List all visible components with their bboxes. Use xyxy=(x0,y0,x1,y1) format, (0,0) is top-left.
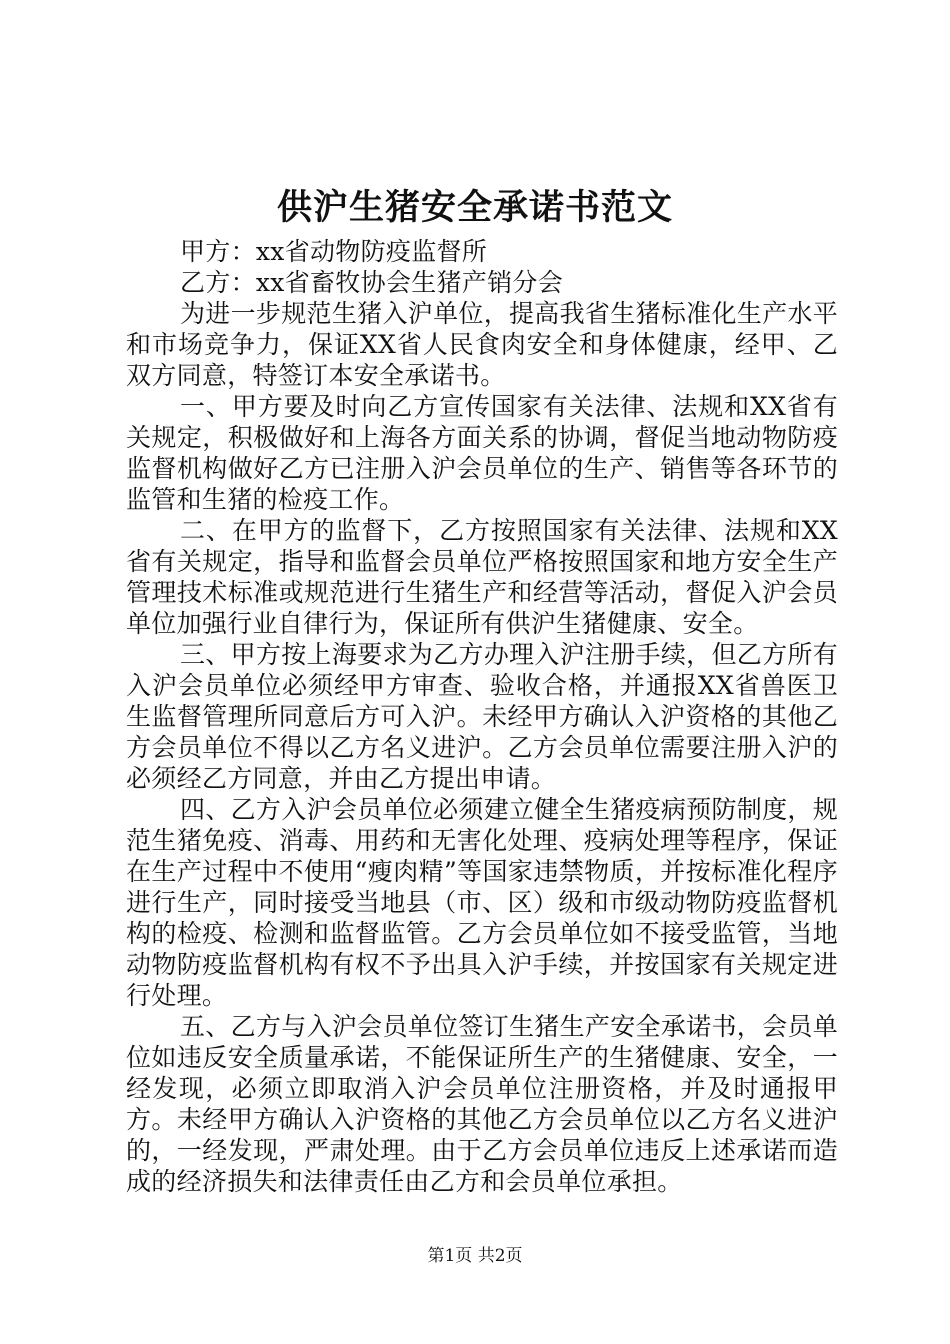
party-b-line: 乙方：xx省畜牧协会生猪产销分会 xyxy=(180,268,563,297)
party-a-line: 甲方：xx省动物防疫监督所 xyxy=(180,237,488,266)
document-title: 供沪生猪安全承诺书范文 xyxy=(276,187,673,228)
clause-5-paragraph: 五、乙方与入沪会员单位签订生猪生产安全承诺书，会员单位如违反安全质量承诺，不能保证所生产的生猪健康、安全，一经发现，必须立即取消入沪会员单位注册资格，并及时通报甲方。未经甲方确认入沪资格的其他乙方会员单位以乙方名义进沪的，一经发现，严肃处理。由于乙方会员单位违反上述承诺而造成的经济损失和法律责任由乙方和会员单位承担。 xyxy=(126,1012,838,1196)
clause-3-paragraph: 三、甲方按上海要求为乙方办理入沪注册手续，但乙方所有入沪会员单位必须经甲方审查、验收合格，并通报XX省兽医卫生监督管理所同意后方可入沪。未经甲方确认入沪资格的其他乙方会员单位不得以乙方名义进沪。乙方会员单位需要注册入沪的必须经乙方同意，并由乙方提出申请。 xyxy=(126,640,838,793)
clause-2-paragraph: 二、在甲方的监督下，乙方按照国家有关法律、法规和XX省有关规定，指导和监督会员单位严格按照国家和地方安全生产管理技术标准或规范进行生猪生产和经营等活动，督促入沪会员单位加强行业自律行为，保证所有供沪生猪健康、安全。 xyxy=(126,516,838,638)
document-body xyxy=(126,236,838,1197)
clause-4-paragraph: 四、乙方入沪会员单位必须建立健全生猪疫病预防制度，规范生猪免疫、消毒、用药和无害化处理、疫病处理等程序，保证在生产过程中不使用“瘦肉精”等国家违禁物质，并按标准化程序进行生产，同时接受当地县（市、区）级和市级动物防疫监督机构的检疫、检测和监督监管。乙方会员单位如不接受监管，当地动物防疫监督机构有权不予出具入沪手续，并按国家有关规定进行处理。 xyxy=(126,795,838,1010)
preamble-paragraph: 为进一步规范生猪入沪单位，提高我省生猪标准化生产水平和市场竞争力，保证XX省人民食肉安全和身体健康，经甲、乙双方同意，特签订本安全承诺书。 xyxy=(126,299,838,390)
clause-1-paragraph: 一、甲方要及时向乙方宣传国家有关法律、法规和XX省有关规定，积极做好和上海各方面关系的协调，督促当地动物防疫监督机构做好乙方已注册入沪会员单位的生产、销售等各环节的监管和生猪的检疫工作。 xyxy=(126,392,838,514)
page-number-footer: 第1页 共2页 xyxy=(427,1246,523,1266)
